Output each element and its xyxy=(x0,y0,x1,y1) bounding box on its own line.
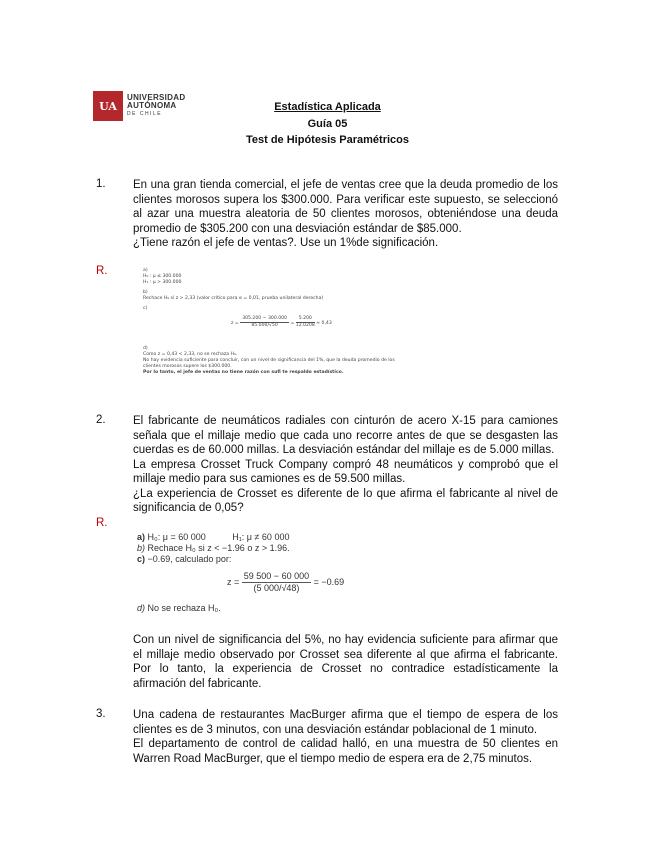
q1-question: ¿Tiene razón el jefe de ventas?. Use un 1%de significación. xyxy=(133,237,439,249)
q2-text-3: ¿La experiencia de Crosset es diferente de lo que afirma el fabricante al nivel de significancia de 0,05? xyxy=(133,487,558,514)
q1-d-label: d) xyxy=(143,346,148,351)
course-title: Estadística Aplicada xyxy=(274,101,381,113)
q3-text-1: Una cadena de restaurantes MacBurger afirma que el tiempo de espera de los clientes es de 3 minutos, con una desviación estándar poblacional de 1 minuto. xyxy=(133,709,558,736)
q1-number: 1. xyxy=(96,178,106,190)
q2-conclusion: d) No se rechaza H₀. xyxy=(137,603,221,613)
q2-z-formula: z = $\frac{59 500 - 60 000}{(5 000/√48)}$ = −0.69 xyxy=(227,571,345,593)
q1-conclusion-4: Por lo tanto, el jefe de ventas no tiene razón con sufi te respaldo estadístico. xyxy=(143,370,344,375)
q1-text: En una gran tienda comercial, el jefe de ventas cree que la deuda promedio de los clientes morosos supera los $300.000. Para verificar este supuesto, se seleccionó al azar una muestra aleatoria de 50 clientes morosos, obteniéndose una deuda promedio de $305.200 con una desviación estándar de $85.000. xyxy=(133,179,558,235)
q3-number: 3. xyxy=(96,708,106,720)
q1-h1: H₁ : μ > 300.000 xyxy=(143,280,182,285)
logo-mark: UA xyxy=(93,91,123,121)
q1-a-label: a) xyxy=(143,268,148,273)
q1-conclusion-3: clientes morosos supere los $300.000. xyxy=(143,364,232,369)
q1-h0: H₀ : μ ≤ 300.000 xyxy=(143,274,182,279)
guide-number: Guía 05 xyxy=(307,118,348,130)
q1-conclusion-2: No hay evidencia suficiente para concluir, con un nivel de significancia del 1%, que la deuda promedio de los xyxy=(143,358,395,363)
q1-z-formula: z = $\frac{305.200 - 300.000}{85.000/√50}$ = $\frac{5.200}{12.0208}$ ≈ 0,43 xyxy=(231,316,332,328)
q3-statement xyxy=(133,708,558,766)
q2-text-2: La empresa Crosset Truck Company compró 48 neumáticos y comprobó que el millaje medio para sus camiones es de 59.500 millas. xyxy=(133,458,558,485)
q1-b-label: b) xyxy=(143,290,148,295)
q2-text-1: El fabricante de neumáticos radiales con cinturón de acero X-15 para camiones señala que el millaje medio que cada uno recorre antes de que se desgasten las cuerdas es de 60.000 millas. La desviación estándar del millaje es de 5.000 millas. xyxy=(133,415,558,456)
guide-topic: Test de Hipótesis Paramétricos xyxy=(245,134,410,146)
q1-rule: Rechace H₀ si z > 2,33 (valor crítico para α = 0,01, prueba unilateral derecha) xyxy=(143,296,324,301)
q2-calc: c) −0.69, calculado por: xyxy=(137,554,232,564)
q2-hypotheses: a) H₀: μ = 60 000 H₁: μ ≠ 60 000 xyxy=(137,532,290,542)
q2-rule: b) Rechace H₀ si z < −1.96 o z > 1.96. xyxy=(137,543,290,553)
q2-statement xyxy=(133,414,558,516)
q1-statement xyxy=(133,178,558,251)
q2-answer-label: R. xyxy=(96,517,108,529)
q2-answer-image xyxy=(137,532,457,614)
q2-explanation: Con un nivel de significancia del 5%, no hay evidencia suficiente para afirmar que el millaje medio observado por Crosset sea diferente al que afirma el fabricante. Por lo tanto, la experiencia de Crosset no contradice estadísticamente la afirmación del fabricante. xyxy=(133,634,558,690)
q3-text-2: El departamento de control de calidad halló, en una muestra de 50 clientes en Warren Road MacBurger, que el tiempo medio de espera era de 2,75 minutos. xyxy=(133,738,558,765)
logo-text: UNIVERSIDAD AUTÓNOMA DE CHILE xyxy=(127,93,186,117)
q1-answer-label: R. xyxy=(96,265,108,277)
q1-conclusion-1: Como z = 0,43 < 2,33, no se rechaza H₀. xyxy=(143,352,238,357)
q2-number: 2. xyxy=(96,414,106,426)
q1-answer-image xyxy=(143,268,443,376)
q1-c-label: c) xyxy=(143,306,148,311)
